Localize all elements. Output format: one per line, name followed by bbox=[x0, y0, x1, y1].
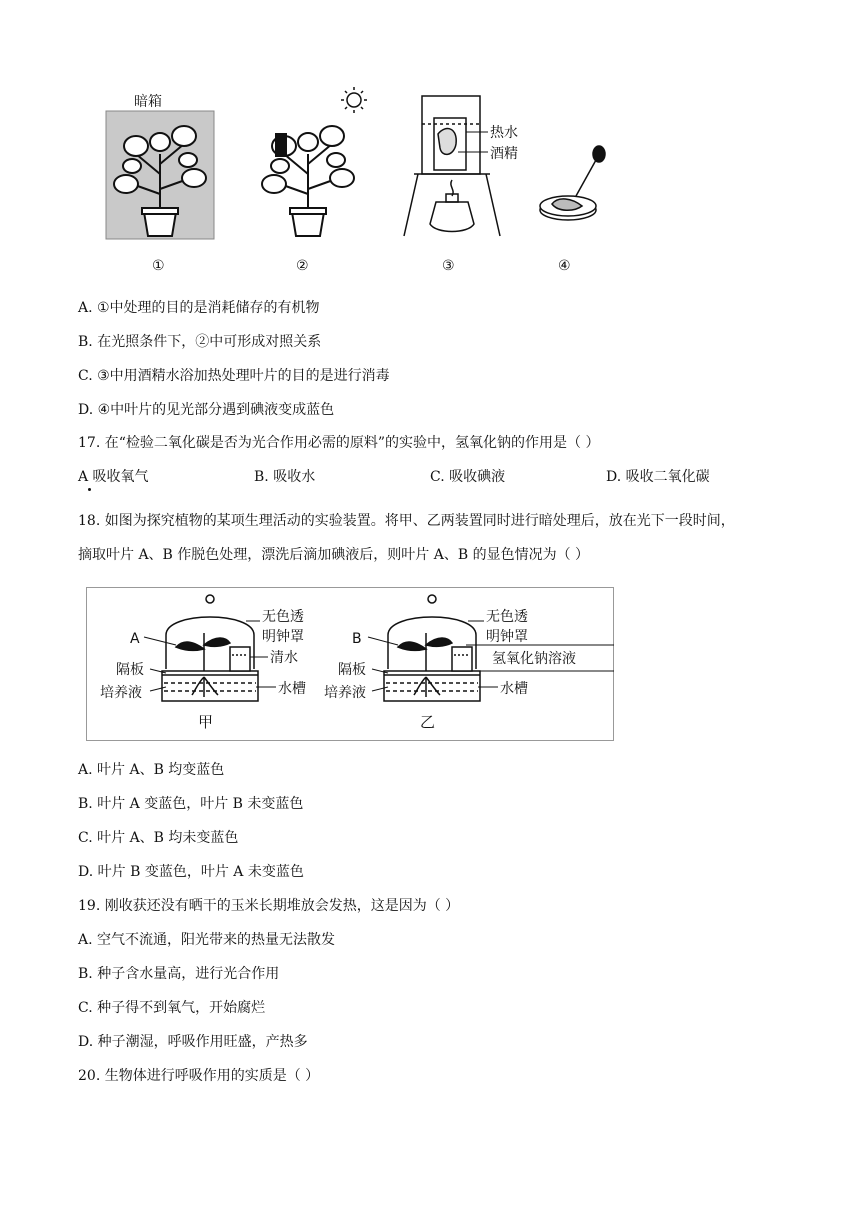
q18-stem-line-2: 摘取叶片 A、B 作脱色处理，漂洗后滴加碘液后，则叶片 A、B 的显色情况为（ ） bbox=[78, 547, 590, 563]
alcohol-label: 酒精 bbox=[490, 146, 518, 162]
left-leaf-label: A bbox=[130, 631, 140, 647]
q16-option-d: D. ④中叶片的见光部分遇到碘液变成蓝色 bbox=[78, 402, 335, 418]
left-medium-label: 培养液 bbox=[100, 685, 142, 701]
q19-option-c: C. 种子得不到氧气，开始腐烂 bbox=[78, 1000, 266, 1016]
q19-option-b: B. 种子含水量高，进行光合作用 bbox=[78, 966, 280, 982]
sun-icon bbox=[341, 87, 367, 113]
q18-option-b: B. 叶片 A 变蓝色，叶片 B 未变蓝色 bbox=[78, 796, 304, 812]
right-bell-label-2: 明钟罩 bbox=[486, 629, 528, 645]
q19-stem: 19. 刚收获还没有晒干的玉米长期堆放会发热，这是因为（ ） bbox=[78, 898, 460, 914]
q16-option-a: A. ①中处理的目的是消耗储存的有机物 bbox=[78, 300, 320, 316]
left-partition-label: 隔板 bbox=[116, 662, 144, 678]
panel-4-label: ④ bbox=[558, 258, 571, 274]
q17-option-a: A 吸收氧气 bbox=[78, 469, 149, 485]
right-caption: 乙 bbox=[420, 713, 436, 731]
q16-option-b: B. 在光照条件下，②中可形成对照关系 bbox=[78, 334, 322, 350]
right-leaf-label: B bbox=[352, 631, 362, 647]
water-bath-apparatus bbox=[404, 96, 500, 236]
q18-option-c: C. 叶片 A、B 均未变蓝色 bbox=[78, 830, 239, 846]
dropper-icon bbox=[576, 146, 605, 196]
right-trough-label: 水槽 bbox=[500, 681, 528, 697]
panel-1-label: ① bbox=[152, 258, 165, 274]
q18-option-a: A. 叶片 A、B 均变蓝色 bbox=[78, 762, 225, 778]
left-bell-label-1: 无色透 bbox=[262, 609, 304, 625]
right-medium-label: 培养液 bbox=[324, 685, 366, 701]
q17-option-b: B. 吸收水 bbox=[254, 469, 316, 485]
right-partition-label: 隔板 bbox=[338, 662, 366, 678]
q17-option-c: C. 吸收碘液 bbox=[430, 469, 506, 485]
right-cup-label: 氢氧化钠溶液 bbox=[492, 651, 576, 667]
hot-water-label: 热水 bbox=[490, 125, 518, 141]
bell-jar-experiment-figure bbox=[86, 587, 614, 741]
right-bell-label-1: 无色透 bbox=[486, 609, 528, 625]
dark-box-label: 暗箱 bbox=[134, 94, 162, 110]
decorative-dot bbox=[88, 488, 91, 491]
q20-stem: 20. 生物体进行呼吸作用的实质是（ ） bbox=[78, 1068, 320, 1084]
q18-option-d: D. 叶片 B 变蓝色，叶片 A 未变蓝色 bbox=[78, 864, 304, 880]
petri-dish-icon bbox=[540, 196, 596, 220]
left-bell-label-2: 明钟罩 bbox=[262, 629, 304, 645]
panel-3-label: ③ bbox=[442, 258, 455, 274]
left-trough-label: 水槽 bbox=[278, 681, 306, 697]
q18-stem-line-1: 18. 如图为探究植物的某项生理活动的实验装置。将甲、乙两装置同时进行暗处理后，放在光下一段时间， bbox=[78, 513, 735, 529]
q19-option-d: D. 种子潮湿，呼吸作用旺盛，产热多 bbox=[78, 1034, 308, 1050]
photosynthesis-steps-figure bbox=[96, 84, 616, 280]
left-caption: 甲 bbox=[198, 713, 214, 731]
left-cup-label: 清水 bbox=[270, 650, 298, 666]
q17-option-d: D. 吸收二氧化碳 bbox=[606, 469, 710, 485]
q16-option-c: C. ③中用酒精水浴加热处理叶片的目的是进行消毒 bbox=[78, 368, 390, 384]
q17-stem: 17. 在“检验二氧化碳是否为光合作用必需的原料”的实验中，氢氧化钠的作用是（ ） bbox=[78, 435, 600, 451]
panel-2-label: ② bbox=[296, 258, 309, 274]
q19-option-a: A. 空气不流通，阳光带来的热量无法散发 bbox=[78, 932, 336, 948]
plant-2-icon bbox=[262, 126, 354, 236]
